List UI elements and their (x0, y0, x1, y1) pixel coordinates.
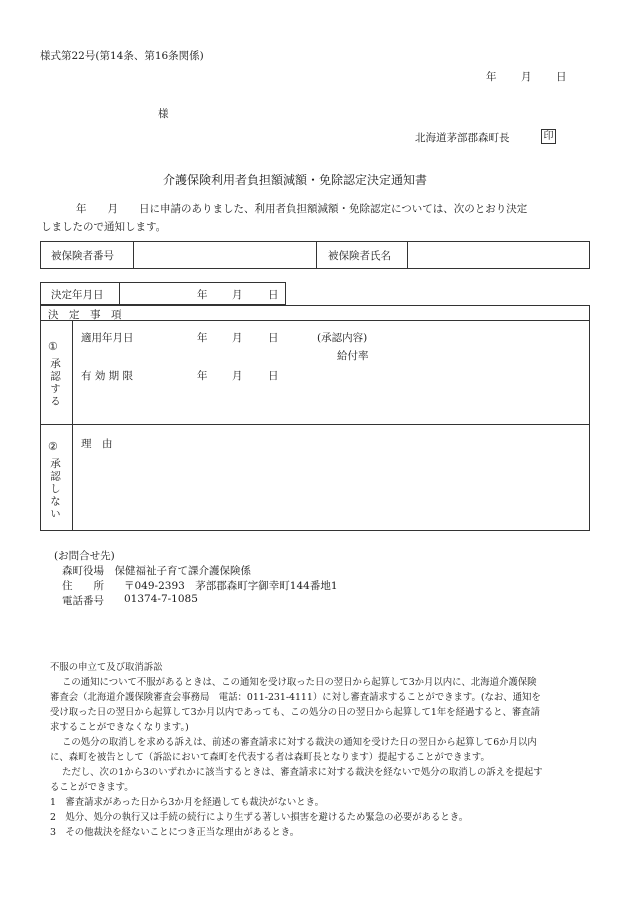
divider (119, 282, 120, 305)
divider (407, 241, 408, 269)
reject-label: 承認しない (49, 458, 61, 521)
apply-date-label: 適用年月日 (81, 332, 134, 344)
contact-phone: 01374-7-1085 (124, 593, 198, 605)
reason-label: 理 由 (81, 438, 113, 450)
addressee-suffix: 様 (158, 108, 169, 120)
official-seal: 印 (541, 129, 556, 144)
appeal-p2-line1: この処分の取消しを求める訴えは、前述の審査請求に対する裁決の通知を受けた日の翌日から起算して6か月以内 (62, 737, 537, 748)
validity-label: 有 効 期 限 (81, 370, 134, 382)
approve-label: 承認する (49, 358, 61, 408)
apply-date-year: 年 (197, 332, 208, 344)
contact-phone-label: 電話番号 (62, 595, 104, 607)
header-date-month: 月 (521, 71, 532, 83)
divider (40, 424, 590, 425)
benefit-rate-label: 給付率 (337, 350, 369, 362)
decision-date-year: 年 (197, 289, 208, 301)
appeal-p3-line2: ることができます。 (50, 782, 134, 793)
intro-line-2: しましたので通知します。 (41, 221, 167, 233)
appeal-item: 1 審査請求があった日から3か月を経過しても裁決がないとき。 (50, 797, 324, 808)
decision-matters-label: 決 定 事 項 (48, 309, 122, 321)
appeal-p2-line2: に、森町を被告として（訴訟において森町を代表する者は森町長となります）提起することができます。 (50, 752, 490, 763)
contact-office: 森町役場 保健福祉子育て課介護保険係 (62, 565, 251, 577)
appeal-item: 2 処分、処分の執行又は手続の続行により生ずる著しい損害を避けるため緊急の必要があるとき。 (50, 812, 469, 823)
approval-content-label: (承認内容) (317, 332, 368, 344)
validity-year: 年 (197, 370, 208, 382)
form-number: 様式第22号(第14条、第16条関係) (40, 50, 204, 62)
decision-date-label: 決定年月日 (51, 289, 104, 301)
validity-month: 月 (232, 370, 243, 382)
appeal-heading: 不服の申立て及び取消訴訟 (50, 662, 163, 673)
issuer-name: 北海道茅部郡森町長 (415, 132, 510, 144)
decision-date-day: 日 (268, 289, 279, 301)
divider (72, 320, 73, 531)
divider (316, 241, 317, 269)
validity-day: 日 (268, 370, 279, 382)
insured-name-label: 被保険者氏名 (328, 250, 391, 262)
header-date-year: 年 (486, 71, 497, 83)
appeal-p1-line4: 求することができなくなります。) (50, 722, 189, 733)
appeal-p1-line3: 受け取った日の翌日から起算して3か月以内であっても、この処分の日の翌日から起算して1年を経過すると、審査請 (50, 707, 540, 718)
divider (40, 320, 590, 321)
appeal-p1-line1: この通知について不服があるときは、この通知を受け取った日の翌日から起算して3か月以内に、北海道介護保険 (62, 677, 537, 688)
divider (133, 241, 134, 269)
intro-line-1: 年 月 日に申請のありました、利用者負担額減額・免除認定については、次のとおり決定 (76, 203, 528, 215)
approve-marker: ① (48, 340, 58, 353)
reject-marker: ② (48, 440, 58, 453)
appeal-p1-line2: 審査会（北海道介護保険審査会事務局 電話：011-231-4111）に対し審査請求することができます。(なお、通知を (50, 692, 541, 703)
appeal-notice (50, 660, 590, 840)
document-title: 介護保険利用者負担額減額・免除認定決定通知書 (163, 173, 428, 187)
decision-date-month: 月 (232, 289, 243, 301)
appeal-item: 3 その他裁決を経ないことにつき正当な理由があるとき。 (50, 827, 300, 838)
contact-heading: (お問合せ先) (54, 550, 115, 562)
insured-number-label: 被保険者番号 (51, 250, 114, 262)
header-date-day: 日 (556, 71, 567, 83)
apply-date-month: 月 (232, 332, 243, 344)
insured-info-table (40, 241, 590, 269)
apply-date-day: 日 (268, 332, 279, 344)
contact-address-label: 住 所 (62, 580, 104, 592)
contact-address: 〒049-2393 茅部郡森町字御幸町144番地1 (124, 580, 338, 592)
appeal-p3-line1: ただし、次の1から3のいずれかに該当するときは、審査請求に対する裁決を経ないで処分の取消しの訴えを提起す (62, 767, 543, 778)
